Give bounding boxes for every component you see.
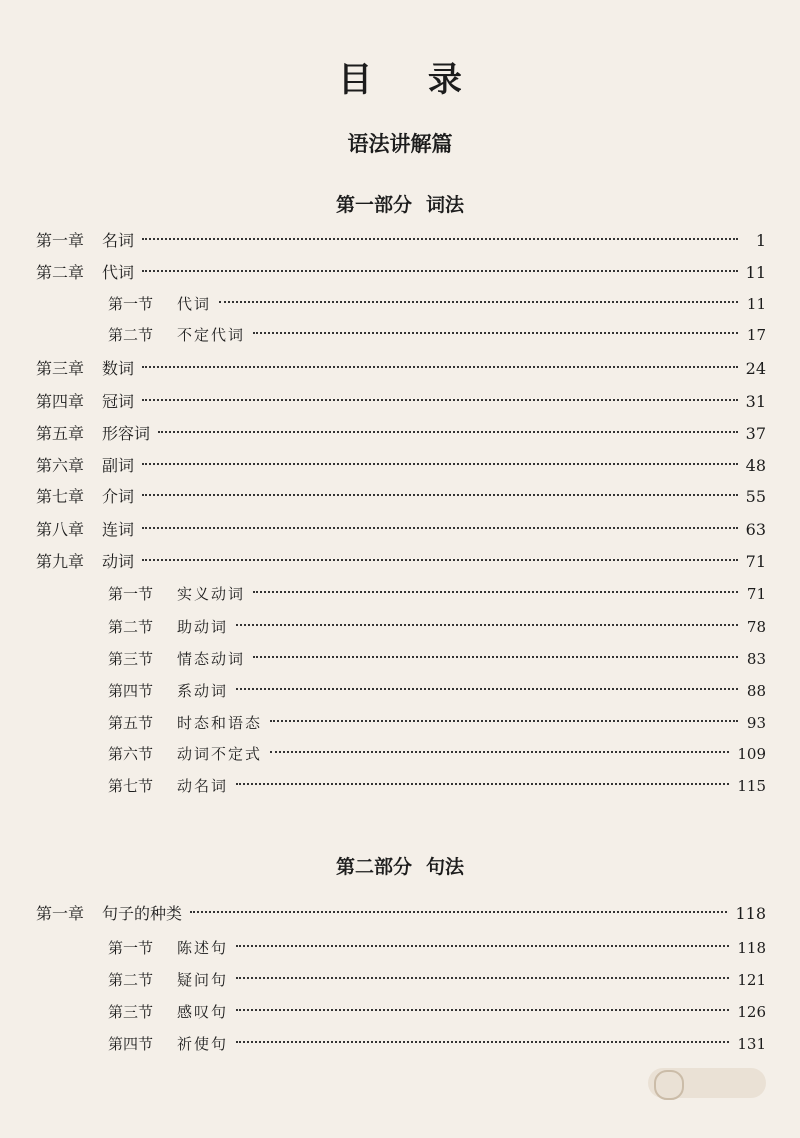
toc-entry-section[interactable] xyxy=(108,614,766,640)
part-heading-2 xyxy=(0,852,800,879)
toc-entry-chapter[interactable] xyxy=(36,517,766,543)
toc-entry-title: 数词 xyxy=(102,359,135,378)
toc-page-number: 24 xyxy=(745,359,766,378)
toc-leader-dots xyxy=(142,270,738,272)
toc-entry-title: 助动词 xyxy=(177,618,229,636)
toc-entry-section[interactable] xyxy=(108,291,766,317)
toc-leader-dots xyxy=(142,366,738,368)
toc-page-number: 121 xyxy=(737,971,766,989)
toc-page-number: 126 xyxy=(737,1003,766,1021)
toc-entry-title: 时态和语态 xyxy=(177,714,263,732)
toc-page-number: 63 xyxy=(745,520,766,539)
toc-leader-dots xyxy=(236,945,729,947)
toc-leader-dots xyxy=(142,527,738,529)
toc-page-number: 31 xyxy=(745,392,766,411)
toc-entry-title: 冠词 xyxy=(102,392,135,411)
toc-entry-section[interactable] xyxy=(108,935,766,961)
toc-entry-section[interactable] xyxy=(108,678,766,704)
toc-leader-dots xyxy=(236,783,729,785)
toc-entry-title: 实义动词 xyxy=(177,585,246,603)
toc-entry-number: 第三章 xyxy=(36,359,85,378)
toc-entry-title: 陈述句 xyxy=(177,939,229,957)
toc-entry-chapter[interactable] xyxy=(36,421,766,447)
part-name: 句法 xyxy=(426,856,465,878)
toc-entry-title: 代词 xyxy=(102,263,135,282)
toc-entry-section[interactable] xyxy=(108,999,766,1025)
toc-entry-title: 动名词 xyxy=(177,777,229,795)
toc-entry-title: 连词 xyxy=(102,520,135,539)
toc-page-number: 115 xyxy=(737,777,766,795)
toc-page-number: 118 xyxy=(737,939,766,957)
toc-entry-number: 第三节 xyxy=(108,650,154,668)
toc-entry-number: 第七节 xyxy=(108,777,154,795)
toc-page-number: 48 xyxy=(745,456,766,475)
toc-entry-number: 第一章 xyxy=(36,904,85,923)
toc-entry-number: 第二节 xyxy=(108,326,154,344)
toc-leader-dots xyxy=(253,591,738,593)
toc-entry-number: 第一节 xyxy=(108,585,154,603)
toc-page-number: 11 xyxy=(745,263,766,282)
toc-entry-title: 动词 xyxy=(102,552,135,571)
toc-leader-dots xyxy=(253,332,738,334)
part-label: 第一部分 xyxy=(335,194,412,216)
toc-entry-number: 第六节 xyxy=(108,745,154,763)
toc-entry-title: 句子的种类 xyxy=(102,904,183,923)
part-heading-1 xyxy=(0,190,800,217)
toc-page-number: 131 xyxy=(737,1035,766,1053)
toc-entry-number: 第一章 xyxy=(36,231,85,250)
toc-leader-dots xyxy=(253,656,738,658)
toc-entry-number: 第一节 xyxy=(108,295,154,313)
toc-leader-dots xyxy=(270,720,738,722)
toc-entry-chapter[interactable] xyxy=(36,484,766,510)
toc-leader-dots xyxy=(142,238,738,240)
toc-page-number: 93 xyxy=(746,714,766,732)
toc-entry-section[interactable] xyxy=(108,1031,766,1057)
toc-page-number: 118 xyxy=(735,904,766,923)
toc-leader-dots xyxy=(142,399,738,401)
toc-leader-dots xyxy=(219,301,738,303)
toc-entry-title: 名词 xyxy=(102,231,135,250)
toc-entry-section[interactable] xyxy=(108,967,766,993)
toc-entry-number: 第五节 xyxy=(108,714,154,732)
toc-entry-title: 祈使句 xyxy=(177,1035,229,1053)
toc-entry-section[interactable] xyxy=(108,646,766,672)
page-number-circle xyxy=(654,1070,684,1100)
toc-entry-chapter[interactable] xyxy=(36,453,766,479)
toc-entry-title: 系动词 xyxy=(177,682,229,700)
toc-entry-number: 第九章 xyxy=(36,552,85,571)
toc-entry-title: 感叹句 xyxy=(177,1003,229,1021)
toc-entry-number: 第八章 xyxy=(36,520,85,539)
toc-entry-section[interactable] xyxy=(108,322,766,348)
toc-leader-dots xyxy=(142,559,738,561)
toc-entry-title: 形容词 xyxy=(102,424,151,443)
toc-page-number: 17 xyxy=(746,326,766,344)
section-title: 语法讲解篇 xyxy=(347,131,453,156)
toc-entry-number: 第七章 xyxy=(36,487,85,506)
toc-leader-dots xyxy=(236,977,729,979)
toc-entry-number: 第二节 xyxy=(108,618,154,636)
toc-entry-number: 第四节 xyxy=(108,1035,154,1053)
part-label: 第二部分 xyxy=(335,856,412,878)
toc-entry-chapter[interactable] xyxy=(36,356,766,382)
toc-leader-dots xyxy=(142,463,738,465)
toc-entry-title: 副词 xyxy=(102,456,135,475)
toc-entry-chapter[interactable] xyxy=(36,901,766,927)
toc-page-number: 71 xyxy=(746,585,766,603)
toc-entry-number: 第四章 xyxy=(36,392,85,411)
toc-entry-section[interactable] xyxy=(108,710,766,736)
toc-leader-dots xyxy=(158,431,738,433)
toc-page-number: 1 xyxy=(755,231,766,250)
toc-leader-dots xyxy=(190,911,727,913)
toc-entry-section[interactable] xyxy=(108,581,766,607)
toc-entry-number: 第六章 xyxy=(36,456,85,475)
toc-entry-title: 不定代词 xyxy=(177,326,246,344)
toc-entry-number: 第五章 xyxy=(36,424,85,443)
toc-entry-number: 第二章 xyxy=(36,263,85,282)
toc-leader-dots xyxy=(236,688,738,690)
toc-entry-section[interactable] xyxy=(108,741,766,767)
toc-entry-number: 第四节 xyxy=(108,682,154,700)
toc-entry-title: 介词 xyxy=(102,487,135,506)
toc-entry-title: 动词不定式 xyxy=(177,745,263,763)
toc-entry-title: 疑问句 xyxy=(177,971,229,989)
toc-leader-dots xyxy=(236,624,738,626)
toc-entry-title: 代词 xyxy=(177,295,212,313)
toc-entry-chapter[interactable] xyxy=(36,260,766,286)
toc-page-number: 37 xyxy=(745,424,766,443)
toc-entry-section[interactable] xyxy=(108,773,766,799)
toc-page-number: 78 xyxy=(746,618,766,636)
toc-entry-chapter[interactable] xyxy=(36,228,766,254)
toc-leader-dots xyxy=(236,1041,729,1043)
toc-page-number: 109 xyxy=(737,745,766,763)
part-name: 词法 xyxy=(426,194,465,216)
toc-leader-dots xyxy=(270,751,729,753)
toc-page-number: 83 xyxy=(746,650,766,668)
toc-entry-number: 第二节 xyxy=(108,971,154,989)
toc-entry-title: 情态动词 xyxy=(177,650,246,668)
toc-page-number: 11 xyxy=(746,295,766,313)
toc-entry-chapter[interactable] xyxy=(36,549,766,575)
toc-entry-number: 第三节 xyxy=(108,1003,154,1021)
toc-leader-dots xyxy=(142,494,738,496)
toc-page-number: 88 xyxy=(746,682,766,700)
toc-entry-chapter[interactable] xyxy=(36,389,766,415)
page-title: 目 录 xyxy=(338,60,484,100)
toc-page-number: 71 xyxy=(745,552,766,571)
toc-leader-dots xyxy=(236,1009,729,1011)
toc-entry-number: 第一节 xyxy=(108,939,154,957)
toc-page-number: 55 xyxy=(745,487,766,506)
